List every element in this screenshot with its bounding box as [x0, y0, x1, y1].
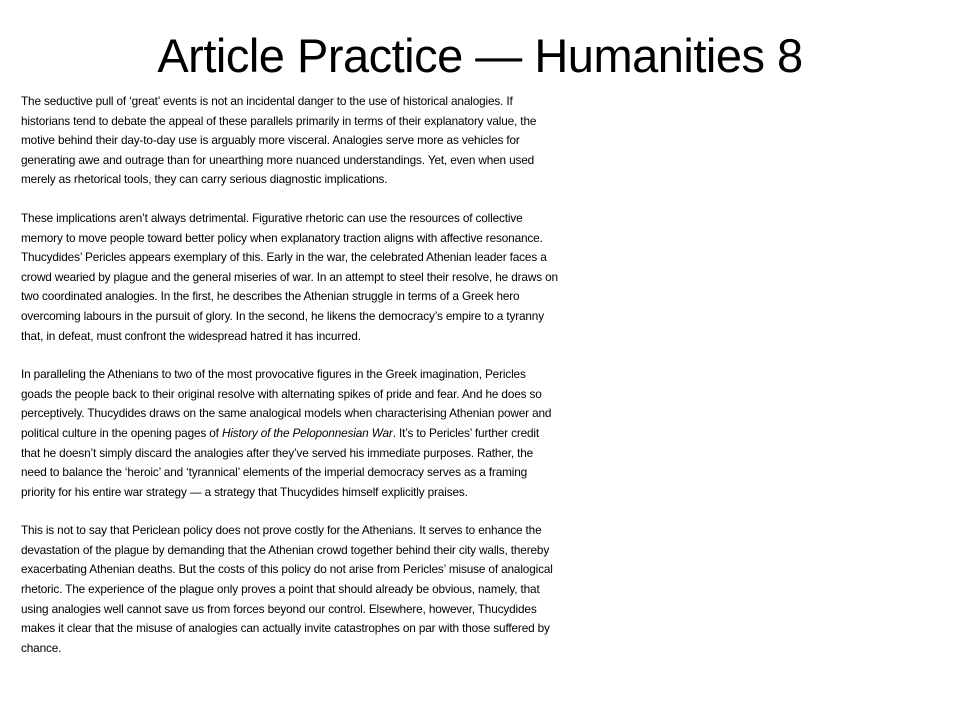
- text-line: that he doesn’t simply discard the analogies after they’ve served his immediate purposes. Rather, the: [21, 445, 534, 460]
- text-after-title: . It’s to Pericles’ further credit: [392, 425, 540, 440]
- text-line: overcoming labours in the pursuit of glory. In the second, he likens the democracy’s empire to a tyranny: [21, 308, 544, 323]
- text-line: These implications aren’t always detrimental. Figurative rhetoric can use the resources of collective: [21, 210, 523, 225]
- text-line: goads the people back to their original resolve with alternating spikes of pride and fear. And he does so: [21, 386, 542, 401]
- paragraph-3: [21, 365, 951, 502]
- paragraph-2: [21, 209, 951, 346]
- book-title: History of the Peloponnesian War: [221, 425, 393, 440]
- paragraph-1: [21, 92, 951, 190]
- slide-title: Article Practice — Humanities 8: [157, 29, 803, 82]
- text-line: The seductive pull of ‘great’ events is not an incidental danger to the use of historical analogies. If: [21, 94, 513, 108]
- text-line: need to balance the ‘heroic’ and ‘tyrannical’ elements of the imperial democracy serves as a framing: [21, 465, 528, 480]
- text-before-title: political culture in the opening pages of: [21, 425, 222, 440]
- text-line: perceptively. Thucydides draws on the same analogical models when characterising Athenian power and: [21, 406, 552, 421]
- text-line: motive behind their day-to-day use is arguably more visceral. Analogies serve more as vehicles for: [21, 133, 520, 148]
- text-line: This is not to say that Periclean policy does not prove costly for the Athenians. It serves to enhance the: [21, 523, 542, 538]
- text-line: makes it clear that the misuse of analogies can actually invite catastrophes on par with those suffered by: [21, 621, 550, 636]
- text-line: exacerbating Athenian deaths. But the costs of this policy do not arise from Pericles’ misuse of analogical: [21, 562, 553, 577]
- article-body: [21, 92, 951, 677]
- text-line: devastation of the plague by demanding that the Athenian crowd together behind their city walls, thereby: [21, 542, 550, 557]
- paragraph-4: [21, 521, 951, 658]
- text-line: chance.: [21, 640, 62, 655]
- text-line: priority for his entire war strategy — a strategy that Thucydides himself explicitly praises.: [21, 484, 468, 499]
- text-line: two coordinated analogies. In the first, he describes the Athenian struggle in terms of a Greek hero: [21, 289, 520, 304]
- text-line: rhetoric. The experience of the plague only proves a point that should already be obvious, namely, that: [21, 582, 540, 597]
- text-line-with-italic-title: [21, 424, 951, 444]
- text-line: Thucydides’ Pericles appears exemplary of this. Early in the war, the celebrated Athenian leader faces a: [21, 250, 547, 265]
- text-line: merely as rhetorical tools, they can carry serious diagnostic implications.: [21, 172, 388, 187]
- text-line: using analogies well cannot save us from forces beyond our control. Elsewhere, however, Thucydides: [21, 601, 537, 616]
- text-line: generating awe and outrage than for unearthing more nuanced understandings. Yet, even when used: [21, 152, 535, 167]
- text-line: historians tend to debate the appeal of these parallels primarily in terms of their explanatory value, the: [21, 113, 537, 128]
- text-line: that, in defeat, must confront the widespread hatred it has incurred.: [21, 328, 361, 343]
- text-line: crowd wearied by plague and the general miseries of war. In an attempt to steel their resolve, he draws on: [21, 269, 558, 284]
- text-line: memory to move people toward better policy when explanatory traction aligns with affective resonance.: [21, 230, 543, 245]
- text-line: In paralleling the Athenians to two of the most provocative figures in the Greek imagination, Pericles: [21, 367, 526, 382]
